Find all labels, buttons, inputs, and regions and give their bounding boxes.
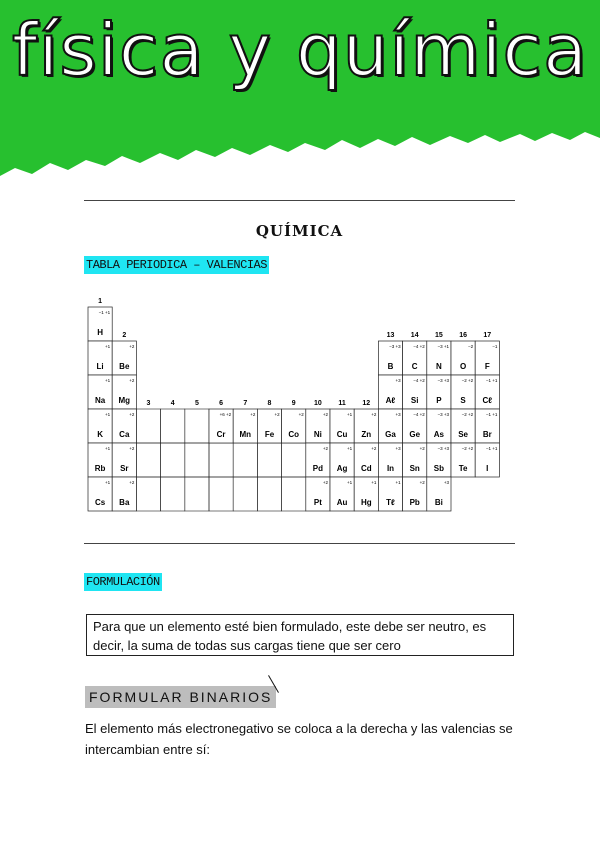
element-symbol: Au — [336, 498, 348, 507]
empty-cell — [233, 477, 257, 511]
group-label: 8 — [267, 400, 272, 407]
element-valence: −2 +2 — [461, 378, 474, 383]
binarios-paragraph: El elemento más electronegativo se coloca a la derecha y las valencias se intercambian entre sí: — [85, 721, 513, 757]
element-valence: −1 — [492, 344, 498, 349]
empty-cell — [161, 477, 185, 511]
group-label: 7 — [243, 400, 248, 407]
empty-cell — [136, 443, 160, 477]
group-label: 5 — [194, 400, 199, 407]
element-symbol: K — [97, 430, 103, 439]
element-valence: +3 — [443, 480, 449, 485]
element-symbol: B — [387, 362, 394, 371]
element-symbol: In — [386, 464, 395, 473]
element-symbol: Co — [288, 430, 300, 439]
element-valence: +1 — [105, 378, 111, 383]
element-symbol: Se — [458, 430, 468, 439]
top-divider — [84, 200, 515, 201]
element-symbol: Bi — [434, 498, 443, 507]
empty-cell — [282, 443, 306, 477]
element-valence: +2 — [250, 412, 256, 417]
formulacion-label: FORMULACIÓN — [86, 575, 160, 589]
element-symbol: Pd — [312, 464, 324, 473]
empty-cell — [257, 443, 281, 477]
element-valence: −2 +2 — [461, 412, 474, 417]
element-valence: +2 — [419, 446, 425, 451]
element-symbol: Pb — [409, 498, 420, 507]
element-valence: −2 +2 — [461, 446, 474, 451]
element-symbol: Be — [119, 362, 130, 371]
empty-cell — [282, 477, 306, 511]
element-valence: +2 — [419, 480, 425, 485]
element-valence: +2 — [322, 480, 328, 485]
element-valence: −4 +2 — [413, 412, 425, 417]
element-valence: +3 — [395, 446, 401, 451]
group-label: 14 — [410, 332, 419, 339]
group-label: 9 — [291, 400, 296, 407]
element-symbol: Ca — [119, 430, 130, 439]
element-valence: −1 +1 — [485, 378, 498, 383]
element-symbol: P — [436, 396, 442, 405]
element-symbol: Sn — [409, 464, 420, 473]
element-valence: −3 +3 — [437, 378, 449, 383]
group-label: 11 — [338, 400, 346, 407]
group-label: 1 — [98, 298, 103, 305]
element-symbol: N — [436, 362, 442, 371]
definition-text: Para que un elemento esté bien formulado, este debe ser neutro, es decir, la suma de todas sus cargas tiene que ser cero — [93, 619, 487, 653]
element-symbol: Hg — [360, 498, 372, 507]
empty-cell — [136, 477, 160, 511]
element-symbol: Cℓ — [482, 396, 493, 405]
group-label: 4 — [170, 400, 175, 407]
group-label: 2 — [122, 332, 127, 339]
element-symbol: Fe — [264, 430, 275, 439]
element-symbol: As — [433, 430, 445, 439]
empty-cell — [209, 443, 233, 477]
empty-cell — [136, 409, 160, 443]
element-valence: +2 — [129, 344, 135, 349]
element-symbol: Cs — [94, 498, 106, 507]
element-symbol: Ge — [409, 430, 421, 439]
empty-cell — [161, 443, 185, 477]
element-valence: +1 — [347, 480, 353, 485]
element-valence: +1 — [371, 480, 377, 485]
element-symbol: S — [460, 396, 466, 405]
element-symbol: Si — [410, 396, 419, 405]
element-valence: +1 — [105, 344, 111, 349]
element-symbol: Sr — [120, 464, 129, 473]
element-symbol: Zn — [361, 430, 372, 439]
element-valence: +2 — [129, 378, 135, 383]
element-valence: +3 — [395, 412, 401, 417]
element-symbol: Te — [458, 464, 468, 473]
group-label: 13 — [386, 332, 395, 339]
element-valence: +2 — [298, 412, 304, 417]
element-valence: +2 — [129, 446, 135, 451]
element-valence: −1 +1 — [98, 310, 111, 315]
group-label: 15 — [435, 332, 443, 339]
element-symbol: Pt — [313, 498, 322, 507]
element-valence: +2 — [371, 446, 377, 451]
element-valence: +2 — [322, 412, 328, 417]
element-valence: +1 — [105, 446, 111, 451]
element-symbol: Ga — [385, 430, 396, 439]
group-label: 17 — [483, 332, 492, 339]
empty-cell — [185, 443, 209, 477]
group-label: 6 — [219, 400, 224, 407]
element-valence: +2 — [371, 412, 377, 417]
element-valence: −3 +3 — [389, 344, 401, 349]
element-symbol: I — [486, 464, 489, 473]
element-symbol: Tℓ — [386, 498, 395, 507]
binarios-heading-text: FORMULAR BINARIOS — [89, 689, 273, 705]
element-valence: −3 +3 — [437, 412, 449, 417]
group-label: 16 — [459, 332, 467, 339]
element-symbol: Ag — [336, 464, 348, 473]
element-valence: +3 — [395, 378, 401, 383]
element-valence: −3 +1 — [437, 344, 449, 349]
element-valence: −1 +1 — [485, 446, 498, 451]
middle-divider — [84, 543, 515, 544]
element-symbol: Ni — [313, 430, 322, 439]
element-symbol: Rb — [94, 464, 106, 473]
element-symbol: F — [484, 362, 490, 371]
header-banner — [0, 0, 600, 180]
element-valence: −1 +1 — [485, 412, 498, 417]
empty-cell — [161, 409, 185, 443]
element-symbol: H — [97, 328, 103, 337]
element-valence: −3 +3 — [437, 446, 449, 451]
element-symbol: Mn — [239, 430, 252, 439]
element-symbol: C — [411, 362, 418, 371]
element-symbol: Cd — [360, 464, 372, 473]
element-symbol: Aℓ — [385, 396, 396, 405]
banner-title: física y química — [11, 8, 589, 92]
element-symbol: Mg — [118, 396, 131, 405]
element-symbol: Cu — [336, 430, 348, 439]
element-valence: +2 — [129, 480, 135, 485]
empty-cell — [233, 443, 257, 477]
element-valence: +6 +2 — [219, 412, 232, 417]
empty-cell — [257, 477, 281, 511]
group-label: 10 — [314, 400, 322, 407]
element-valence: +2 — [274, 412, 280, 417]
element-valence: −2 — [468, 344, 474, 349]
element-symbol: O — [459, 362, 467, 371]
element-valence: +2 — [129, 412, 135, 417]
element-symbol: Ba — [119, 498, 130, 507]
section-title: QUÍMICA — [255, 222, 344, 240]
element-valence: +1 — [105, 480, 111, 485]
element-symbol: Sb — [433, 464, 445, 473]
group-label: 12 — [362, 400, 371, 407]
element-symbol: Br — [482, 430, 492, 439]
element-symbol: Na — [94, 396, 106, 405]
element-valence: +1 — [347, 446, 353, 451]
periodic-table — [86, 292, 514, 524]
element-valence: +1 — [105, 412, 111, 417]
element-valence: −4 +2 — [413, 344, 425, 349]
periodic-table-graphic — [86, 292, 514, 524]
element-valence: +2 — [322, 446, 328, 451]
element-valence: +1 — [395, 480, 401, 485]
element-valence: +1 — [347, 412, 353, 417]
element-valence: −4 +2 — [413, 378, 425, 383]
binarios-heading — [85, 686, 276, 708]
element-symbol: Cr — [216, 430, 226, 439]
periodic-table-label: TABLA PERIODICA – VALENCIAS — [86, 258, 267, 272]
empty-cell — [209, 477, 233, 511]
empty-cell — [185, 409, 209, 443]
empty-cell — [185, 477, 209, 511]
group-label: 3 — [146, 400, 151, 407]
element-symbol: Li — [96, 362, 104, 371]
definition-box — [86, 614, 514, 656]
